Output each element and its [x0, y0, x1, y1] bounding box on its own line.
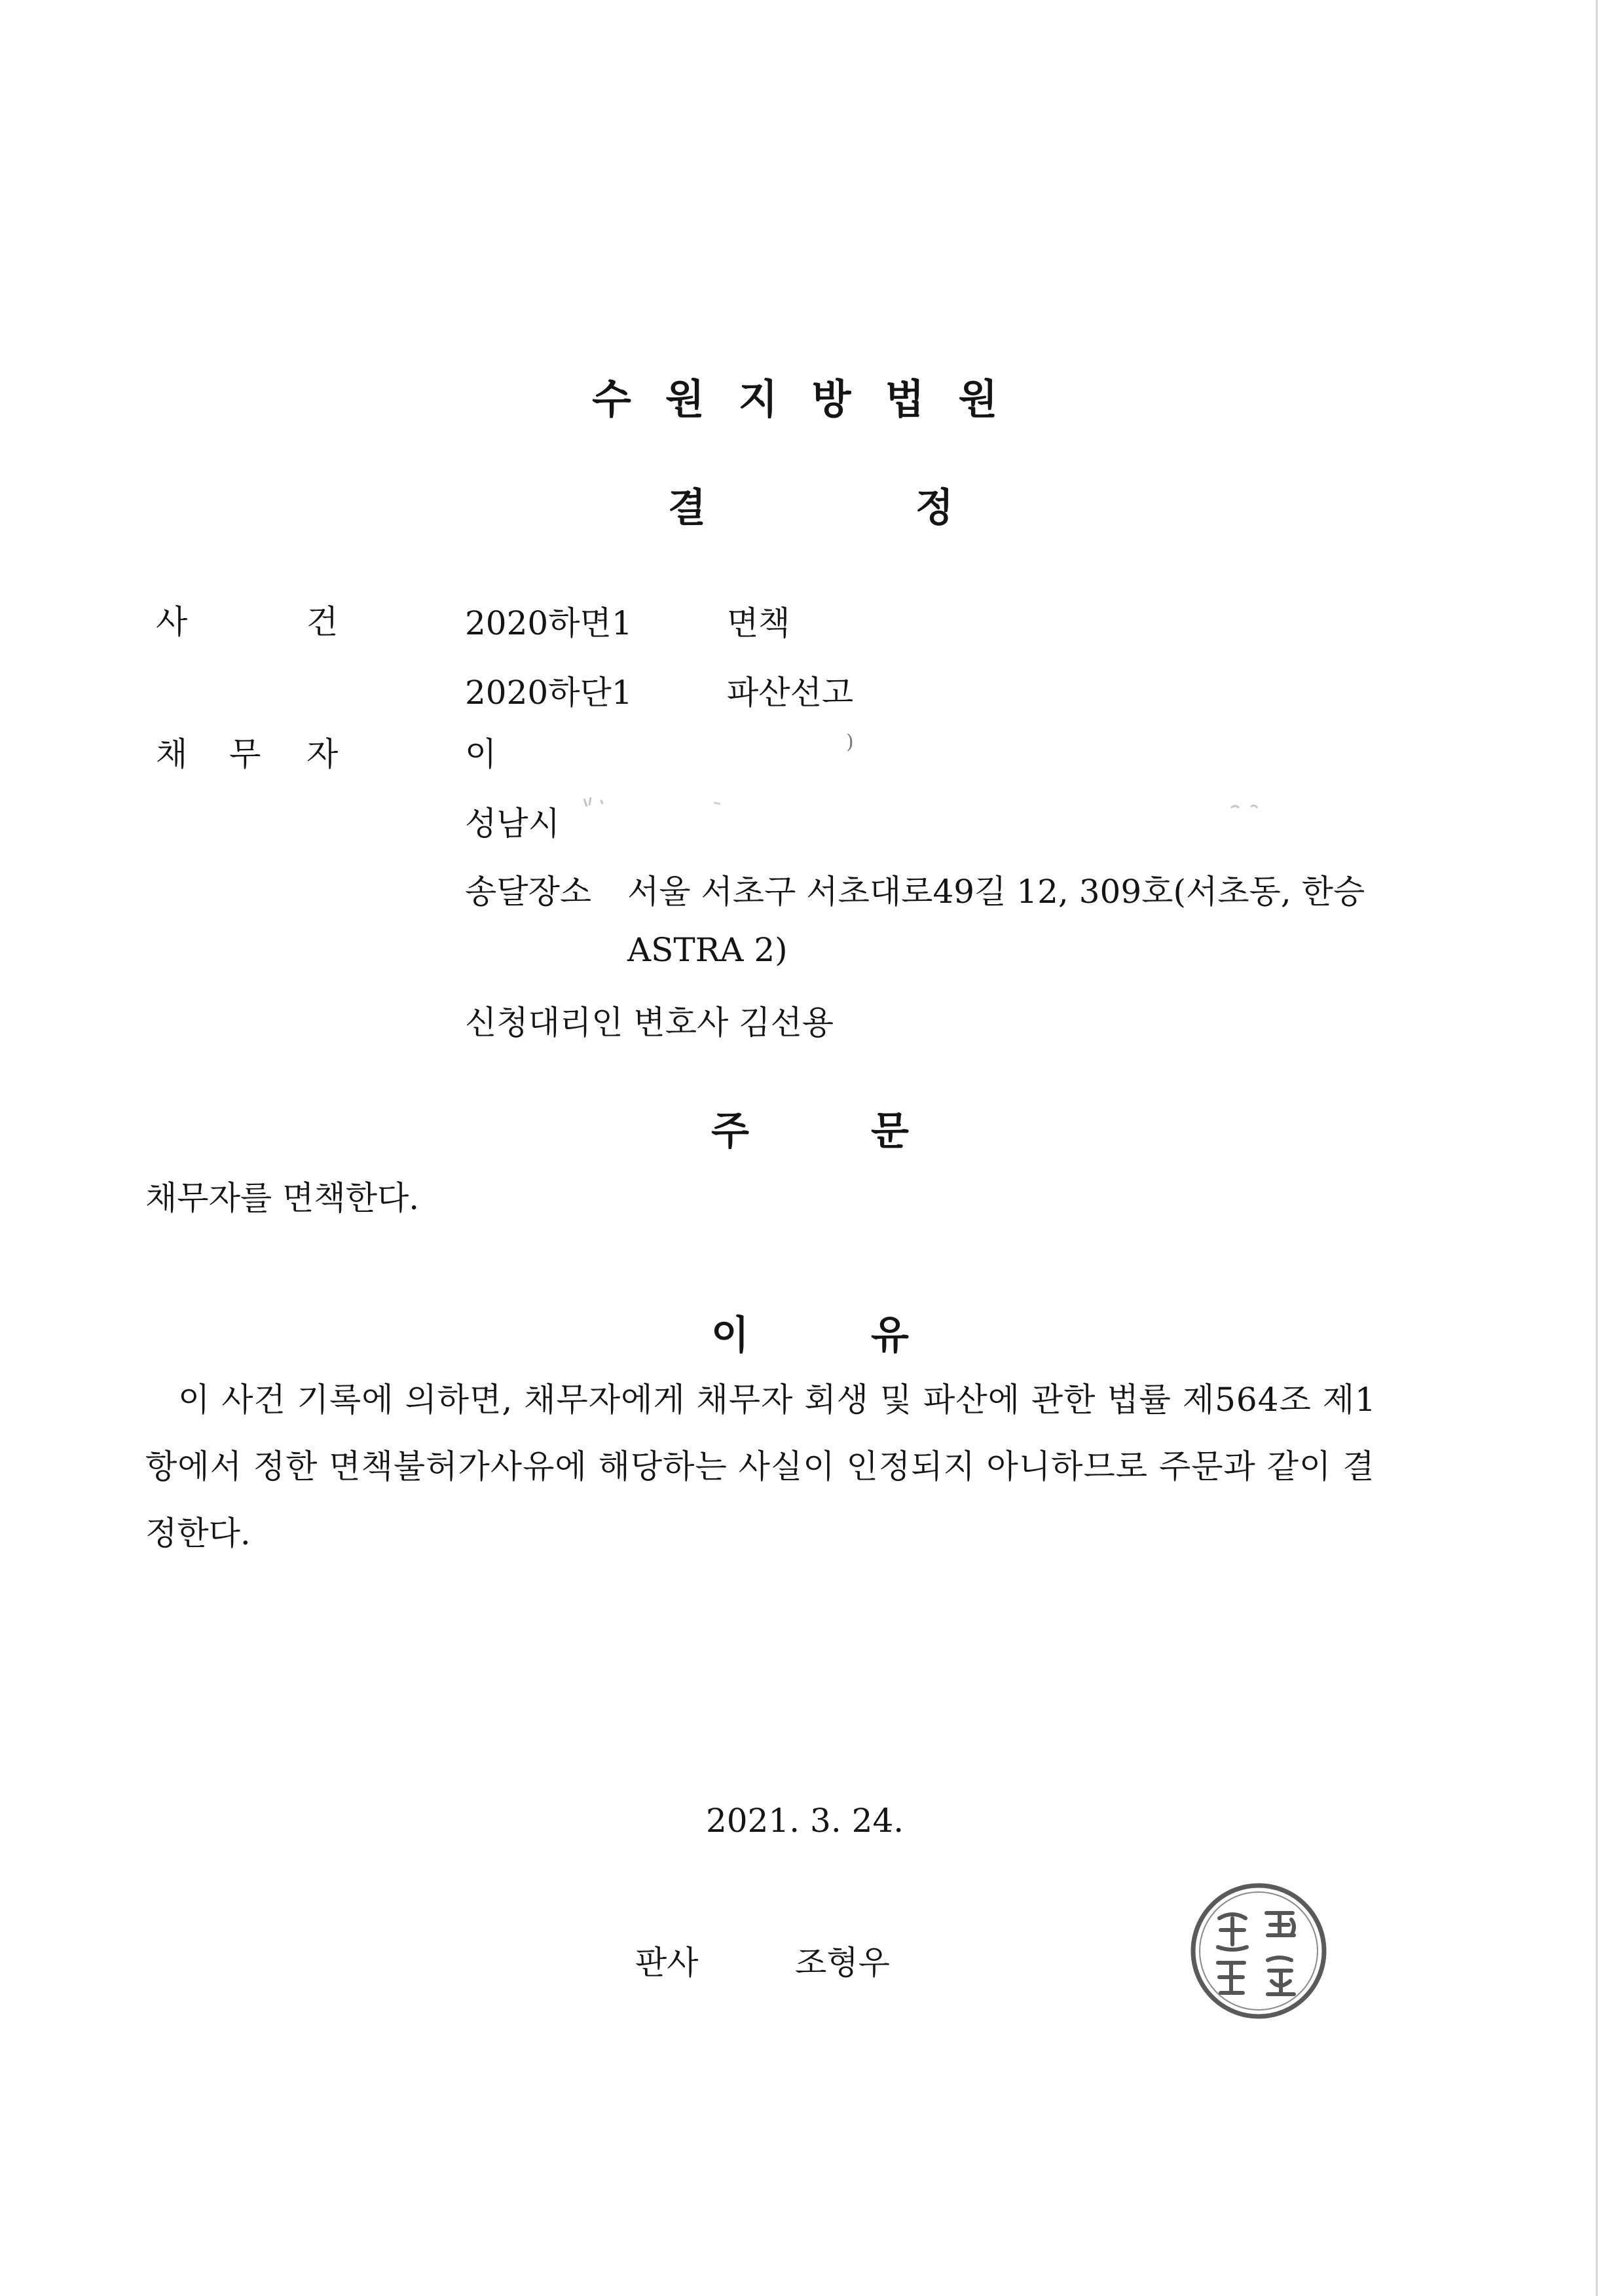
debtor-name-prefix: 이: [465, 735, 497, 773]
case-number-2: 2020하단1: [465, 674, 633, 712]
order-text: 채무자를 면책한다.: [145, 1179, 420, 1217]
redaction-mark: [584, 797, 602, 807]
scan-edge-line: [1596, 0, 1598, 2296]
judge-seal: [1187, 1879, 1331, 2023]
judge-name: 조형우: [795, 1944, 890, 1982]
debtor-address-prefix: 성남시: [465, 805, 560, 843]
agent-line: 신청대리인 변호사 김선용: [465, 1004, 834, 1042]
reason-heading-left: 이: [711, 1313, 749, 1358]
service-address-line1: 서울 서초구 서초대로49길 12, 309호(서초동, 한승: [627, 873, 1365, 911]
reason-heading-right: 유: [871, 1313, 909, 1358]
order-heading-left: 주: [711, 1108, 749, 1154]
case-number-1: 2020하면1: [465, 604, 633, 642]
case-name-2: 파산선고: [727, 674, 854, 712]
doc-type-right: 정: [915, 485, 953, 531]
seal-inner-ring: [1200, 1892, 1318, 2010]
reason-line-2: 항에서 정한 면책불허가사유에 해당하는 사실이 인정되지 아니하므로 주문과 같이 결: [145, 1448, 1375, 1485]
court-title: 수원지방법원: [592, 375, 1032, 423]
judge-title: 판사: [635, 1944, 699, 1982]
redaction-marks: [576, 793, 1270, 820]
redaction-mark: [714, 803, 720, 804]
case-name-1: 면책: [727, 604, 790, 642]
order-heading-right: 문: [871, 1108, 909, 1154]
reason-line-3: 정한다.: [145, 1514, 251, 1552]
debtor-label-3: 자: [306, 735, 339, 773]
debtor-label-2: 무: [229, 735, 261, 773]
debtor-label-1: 채: [156, 735, 188, 773]
decision-date: 2021. 3. 24.: [706, 1802, 904, 1840]
service-label: 송달장소: [465, 873, 592, 911]
redaction-mark: [1231, 805, 1257, 808]
debtor-name-tail: ): [846, 731, 854, 754]
case-label-left: 사: [156, 603, 188, 641]
case-label-right: 건: [306, 603, 339, 641]
seal-outer-ring: [1193, 1886, 1324, 2016]
seal-glyphs: [1218, 1913, 1294, 1994]
reason-line-1: 이 사건 기록에 의하면, 채무자에게 채무자 회생 및 파산에 관한 법률 제564조 제1: [178, 1381, 1376, 1419]
service-address-line2: ASTRA 2): [627, 931, 788, 969]
doc-type-left: 결: [668, 485, 706, 531]
